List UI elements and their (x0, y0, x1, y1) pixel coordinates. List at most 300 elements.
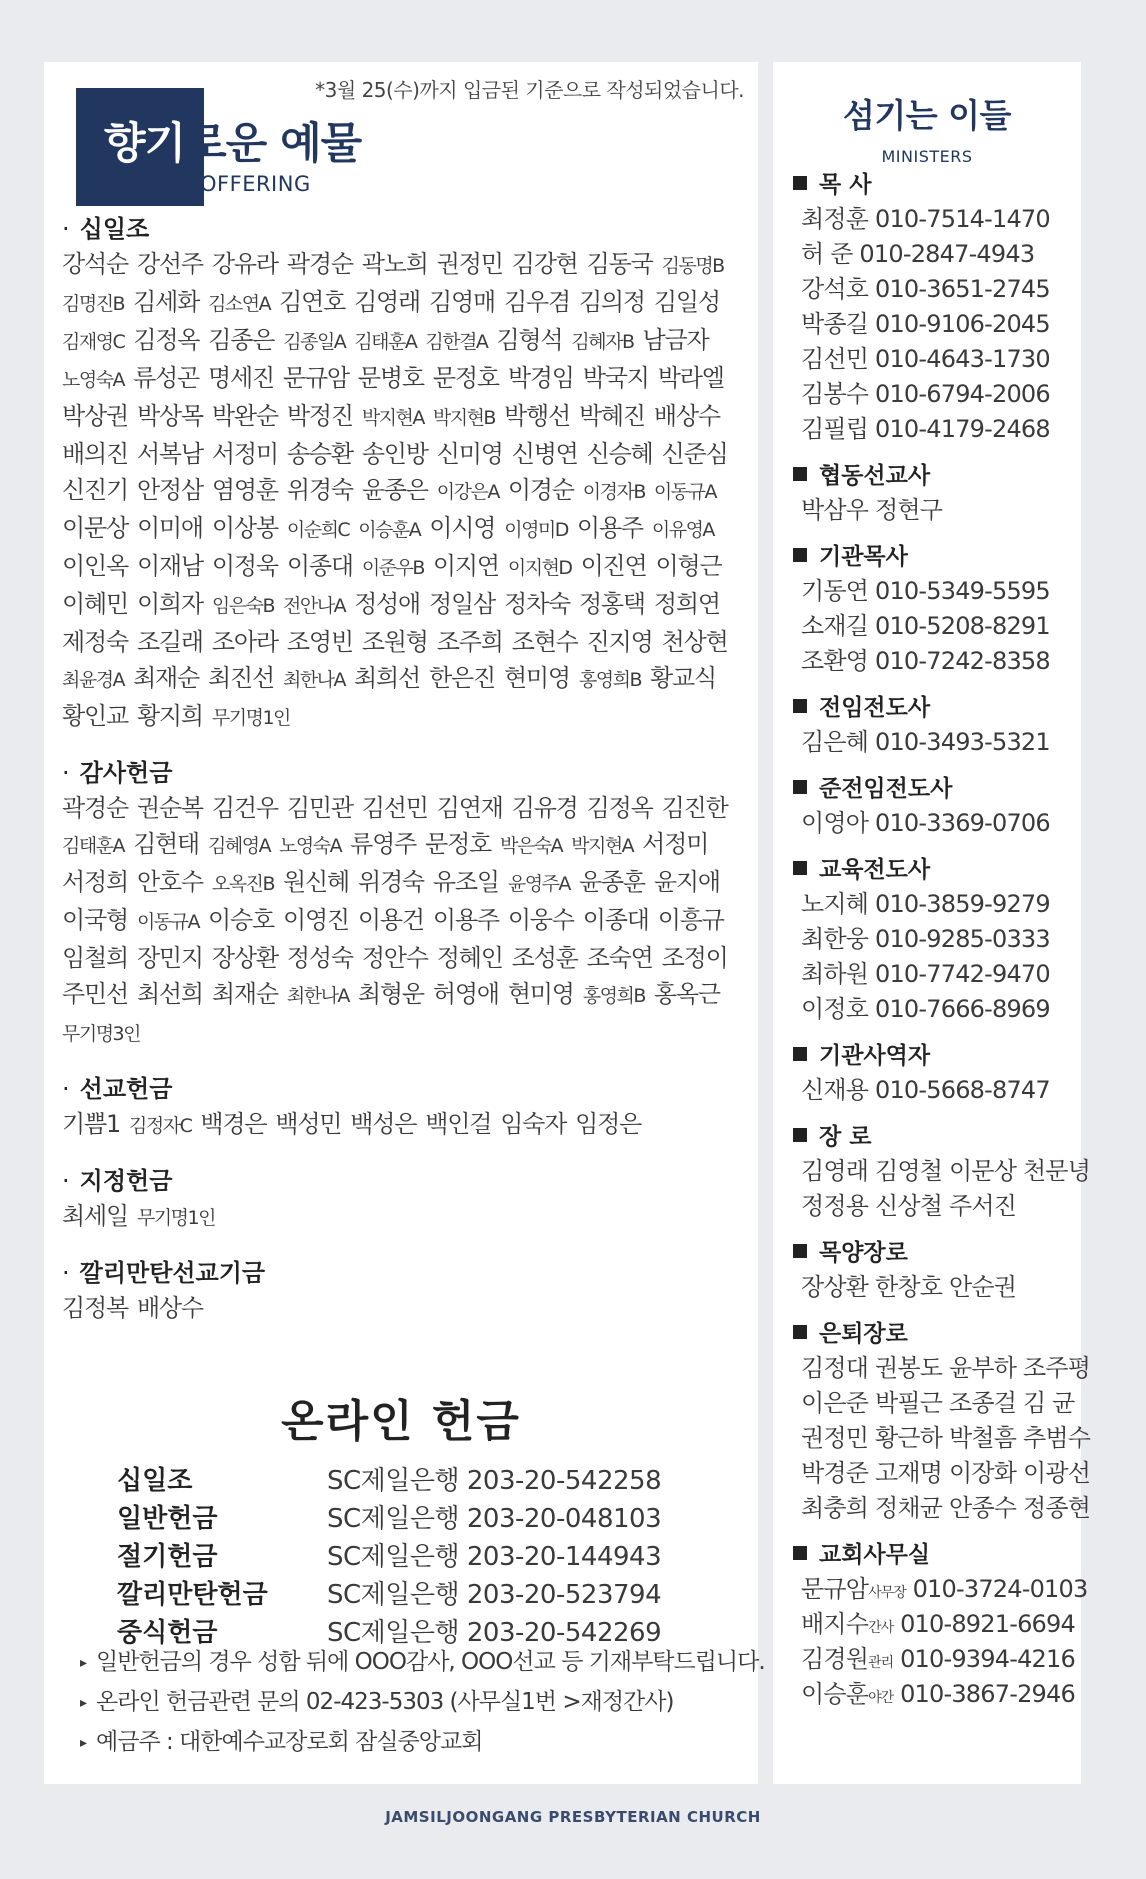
donor-name: 정차숙 (503, 590, 570, 618)
donor-name: 남금자 (642, 326, 709, 354)
donor-name: 김한결A (425, 331, 488, 353)
donor-name: 김우겸 (503, 288, 570, 316)
donor-name: 김강현 (511, 250, 578, 278)
donor-name: 박혜진 (578, 402, 645, 430)
donor-name: 이용주 (576, 514, 643, 542)
account-label: 일반헌금 (117, 1504, 218, 1534)
donor-name: 조성훈 (511, 944, 578, 972)
minister-line: 최충희 정채균 안종수 정종현 (801, 1494, 1091, 1522)
donor-name: 진지영 (586, 628, 653, 656)
ministers-subtitle: MINISTERS (881, 147, 973, 166)
donor-name: 안정삼 (136, 476, 203, 504)
online-note (80, 1642, 765, 1682)
donor-name: 곽노희 (361, 250, 428, 278)
minister-line: 이은준 박필근 조종걸 김 균 (801, 1389, 1075, 1417)
donor-name: 강석순 (62, 250, 128, 278)
donor-name: 김정옥 (586, 794, 653, 822)
donor-name: 백성민 (275, 1110, 342, 1138)
donor-name: 원신혜 (283, 868, 349, 896)
office-staff-line (793, 1677, 1073, 1712)
offering-logo (76, 88, 362, 206)
donor-name: 이준우B (361, 557, 424, 579)
donor-name: 송인방 (361, 440, 428, 468)
account-row (117, 1576, 737, 1614)
bullet-dot: · (62, 759, 70, 787)
minister-line: 김선민 010-4643-1730 (801, 345, 1050, 373)
group-title-text: 기관사역자 (819, 1043, 931, 1069)
account-number: SC제일은행 203-20-144943 (327, 1542, 662, 1572)
office-staff-line (793, 1607, 1073, 1642)
square-bullet-icon (793, 780, 807, 794)
square-bullet-icon (793, 176, 807, 190)
donor-name: 김정옥 (133, 326, 200, 354)
donor-name: 송승환 (286, 440, 353, 468)
minister-line: 김영래 김영철 이문상 천문녕 (801, 1157, 1091, 1185)
donor-name: 김세화 (133, 288, 200, 316)
donor-name: 문병호 (357, 364, 424, 392)
donor-name: 김동명B (661, 255, 724, 277)
arrow-icon: ▸ (80, 1734, 87, 1751)
group-title-text: 목 사 (819, 172, 872, 198)
donor-name: 김명진B (62, 293, 125, 315)
donor-name: 이시영 (429, 514, 496, 542)
staff-name: 배지수 (801, 1610, 869, 1638)
donor-name: 최한나A (282, 669, 346, 691)
ministers-title: 섬기는 이들 (843, 96, 1011, 135)
church-footer: JAMSILJOONGANG PRESBYTERIAN CHURCH (385, 1808, 761, 1826)
donor-name: 최재순 (211, 980, 278, 1008)
group-title-text: 은퇴장로 (819, 1321, 908, 1347)
offering-panel (44, 62, 765, 1784)
name-list (62, 1106, 752, 1144)
donor-name: 김유경 (511, 794, 578, 822)
minister-group-title (793, 459, 1073, 493)
minister-line: 최하원 010-7742-9470 (801, 960, 1050, 988)
name-list (62, 246, 752, 736)
arrow-icon: ▸ (80, 1654, 87, 1671)
donor-name: 류성곤 (133, 364, 200, 392)
name-list (62, 1290, 752, 1326)
online-offering-title: 온라인 헌금 (281, 1396, 521, 1447)
donor-name: 서복남 (136, 440, 203, 468)
section-title (62, 1072, 752, 1106)
section-title-text: 깔리만탄선교기금 (79, 1259, 266, 1287)
donor-name: 이용건 (357, 906, 424, 934)
minister-line: 기동연 010-5349-5595 (801, 577, 1050, 605)
donor-name: 박라엘 (657, 364, 724, 392)
donor-name: 이용주 (432, 906, 499, 934)
account-row (117, 1538, 737, 1576)
donor-name: 이승호 (208, 906, 274, 934)
donor-name: 최세일 (62, 1202, 128, 1230)
donor-name: 홍옥근 (653, 980, 720, 1008)
ministers-header (773, 90, 1081, 166)
donor-name: 곽경순 (62, 794, 128, 822)
section-title (62, 756, 752, 790)
donor-name: 임정은 (575, 1110, 642, 1138)
minister-group-title (793, 1317, 1073, 1351)
donor-name: 이승훈A (358, 519, 421, 541)
square-bullet-icon (793, 1128, 807, 1142)
donor-name: 김종일A (283, 331, 346, 353)
donor-name: 조아라 (211, 628, 278, 656)
donor-name: 박국지 (582, 364, 649, 392)
donor-name: 곽경순 (286, 250, 353, 278)
minister-line: 박경준 고재명 이장화 이광선 (801, 1459, 1091, 1487)
donor-name: 박상목 (136, 402, 203, 430)
donor-name: 현미영 (507, 980, 574, 1008)
donor-name: 박지현B (432, 407, 495, 429)
staff-role: 사무장 (868, 1585, 906, 1601)
account-label: 깔리만탄헌금 (117, 1580, 268, 1610)
section-title (62, 1256, 752, 1290)
donor-name: 김현태 (133, 830, 200, 858)
donor-name: 이진연 (580, 552, 647, 580)
bullet-dot: · (62, 1167, 70, 1195)
account-row (117, 1500, 737, 1538)
account-row (117, 1462, 737, 1500)
bullet-dot: · (62, 1259, 70, 1287)
section-title-text: 감사헌금 (79, 759, 173, 787)
group-title-text: 교육전도사 (819, 857, 931, 883)
staff-phone: 010-3867-2946 (900, 1680, 1075, 1708)
donor-name: 김민관 (286, 794, 353, 822)
donor-name: 임은숙B (211, 595, 275, 617)
minister-line: 김필립 010-4179-2468 (801, 415, 1050, 443)
donor-name: 노영숙A (279, 835, 342, 857)
donor-name: 안호수 (136, 868, 203, 896)
staff-name: 김경원 (801, 1645, 869, 1673)
minister-line: 허 준 010-2847-4943 (801, 240, 1035, 268)
donor-name: 이지현D (507, 557, 572, 579)
donor-name: 이종대 (286, 552, 353, 580)
donor-name: 김혜영A (208, 835, 271, 857)
donor-name: 조주희 (436, 628, 503, 656)
group-title-text: 교회사무실 (819, 1542, 931, 1568)
donor-name: 박정진 (286, 402, 353, 430)
donor-name: 배상수 (136, 1294, 203, 1322)
staff-name: 문규암 (801, 1575, 869, 1603)
donor-name: 김선민 (361, 794, 428, 822)
donor-name: 정희연 (653, 590, 720, 618)
square-bullet-icon (793, 1325, 807, 1339)
donor-name: 조숙연 (586, 944, 653, 972)
donor-name: 신준심 (661, 440, 728, 468)
donor-name: 노영숙A (62, 369, 125, 391)
staff-phone: 010-3724-0103 (912, 1575, 1088, 1603)
section-title-text: 지정헌금 (79, 1167, 173, 1195)
donor-name: 김연재 (436, 794, 503, 822)
donor-name: 박완순 (211, 402, 278, 430)
donor-name: 백성은 (350, 1110, 417, 1138)
minister-line: 박종길 010-9106-2045 (801, 310, 1050, 338)
minister-line: 신재용 010-5668-8747 (801, 1076, 1050, 1104)
online-note-text: 온라인 헌금관련 문의 02-423-5303 (사무실1번 >재정간사) (96, 1689, 674, 1715)
donor-name: 윤지애 (653, 868, 720, 896)
donor-name: 강유라 (211, 250, 278, 278)
donor-name: 김영래 (354, 288, 421, 316)
group-title-text: 목양장로 (819, 1240, 908, 1266)
donor-name: 무기명3인 (62, 1023, 141, 1045)
donor-name: 배상수 (653, 402, 720, 430)
donor-name: 염영훈 (211, 476, 278, 504)
donor-name: 정일삼 (429, 590, 495, 618)
online-note (80, 1722, 740, 1762)
donor-name: 최희선 (354, 664, 420, 692)
donor-name: 김종은 (208, 326, 275, 354)
minister-line: 김은혜 010-3493-5321 (801, 728, 1050, 756)
donor-name: 최한나A (286, 985, 349, 1007)
donor-name: 윤종은 (361, 476, 428, 504)
office-staff-line (793, 1572, 1088, 1607)
minister-line: 이영아 010-3369-0706 (801, 809, 1050, 837)
donor-name: 최재순 (133, 664, 200, 692)
donor-name: 이문상 (62, 514, 128, 542)
donor-name: 이미애 (136, 514, 203, 542)
account-label: 십일조 (117, 1466, 193, 1496)
donor-name: 이경자B (582, 481, 645, 503)
donor-name: 김재영C (62, 331, 125, 353)
donor-name: 이동규A (136, 911, 200, 933)
account-number: SC제일은행 203-20-542269 (327, 1618, 662, 1648)
donor-name: 유조일 (432, 868, 499, 896)
ministers-list (793, 168, 1091, 1712)
account-number: SC제일은행 203-20-523794 (327, 1580, 662, 1610)
donor-name: 임철희 (62, 944, 128, 972)
donor-name: 류영주 (350, 830, 417, 858)
donor-name: 김진한 (661, 794, 728, 822)
online-notes (80, 1642, 765, 1762)
donor-name: 문규암 (282, 364, 349, 392)
donor-name: 김연호 (279, 288, 346, 316)
donor-name: 조길래 (136, 628, 203, 656)
square-bullet-icon (793, 1244, 807, 1258)
donor-name: 명세진 (208, 364, 274, 392)
donor-name: 문정호 (432, 364, 499, 392)
donor-name: 강선주 (136, 250, 203, 278)
donor-name: 황인교 (62, 702, 128, 730)
name-list (62, 790, 752, 1052)
donor-name: 이종대 (582, 906, 649, 934)
donor-name: 무기명1인 (211, 707, 290, 729)
minister-group-title (793, 1538, 1073, 1572)
account-number: SC제일은행 203-20-048103 (327, 1504, 662, 1534)
donor-name: 위경숙 (357, 868, 424, 896)
donor-name: 권정민 (436, 250, 503, 278)
online-note-text: 예금주 : 대한예수교장로회 잠실중앙교회 (96, 1729, 483, 1755)
online-note-text: 일반헌금의 경우 성함 뒤에 OOO감사, OOO선교 등 기재부탁드립니다. (96, 1649, 765, 1675)
minister-line: 최정훈 010-7514-1470 (801, 205, 1050, 233)
group-title-text: 장 로 (819, 1124, 872, 1150)
minister-group-title (793, 540, 1073, 574)
donor-name: 박경임 (507, 364, 574, 392)
minister-group-title (793, 772, 1073, 806)
staff-role: 야간 (868, 1690, 894, 1706)
group-title-text: 협동선교사 (819, 463, 931, 489)
staff-phone: 010-9394-4216 (900, 1645, 1075, 1673)
donor-name: 제정숙 (62, 628, 128, 656)
donor-name: 김태훈A (62, 835, 125, 857)
ministers-panel (773, 62, 1091, 1784)
donor-name: 문정호 (425, 830, 492, 858)
notice-text: *3월 25(수)까지 입금된 기준으로 작성되었습니다. (315, 78, 744, 102)
staff-role: 관리 (868, 1655, 894, 1671)
donor-name: 신미영 (436, 440, 503, 468)
donor-name: 김동국 (586, 250, 653, 278)
donor-name: 이영진 (282, 906, 349, 934)
minister-line: 권정민 황근하 박철흠 추범수 (801, 1424, 1091, 1452)
account-list (117, 1462, 737, 1652)
account-label: 중식헌금 (117, 1618, 218, 1648)
donor-name: 김영매 (429, 288, 495, 316)
name-list (62, 1198, 752, 1236)
donor-name: 김건우 (211, 794, 278, 822)
donor-name: 이영미D (504, 519, 568, 541)
square-bullet-icon (793, 1047, 807, 1061)
donor-name: 김혜자B (571, 331, 634, 353)
donor-name: 정안수 (361, 944, 428, 972)
donor-name: 이순희C (286, 519, 350, 541)
donor-name: 정성애 (354, 590, 421, 618)
donor-name: 이강은A (436, 481, 499, 503)
donor-name: 김일성 (653, 288, 720, 316)
group-title-text: 기관목사 (819, 544, 908, 570)
donor-name: 오옥진B (211, 873, 275, 895)
donor-name: 최형운 (357, 980, 424, 1008)
donor-name: 백경은 (200, 1110, 267, 1138)
donor-name: 황교식 (650, 664, 716, 692)
minister-line: 장상환 한창호 안순권 (801, 1273, 1017, 1301)
donor-name: 기쁨1 (62, 1110, 121, 1138)
donor-name: 주민선 (62, 980, 128, 1008)
donor-name: 무기명1인 (136, 1207, 215, 1229)
donor-name: 신진기 (62, 476, 128, 504)
donor-name: 이재남 (136, 552, 203, 580)
staff-role: 간사 (868, 1620, 894, 1636)
donor-name: 임숙자 (500, 1110, 567, 1138)
minister-line: 이정호 010-7666-8969 (801, 995, 1050, 1023)
donor-name: 김의정 (578, 288, 645, 316)
donor-name: 허영애 (432, 980, 499, 1008)
donor-name: 이희자 (136, 590, 203, 618)
donor-name: 이정욱 (211, 552, 278, 580)
account-number: SC제일은행 203-20-542258 (327, 1466, 662, 1496)
donor-name: 신병연 (511, 440, 578, 468)
donor-name: 백인걸 (425, 1110, 492, 1138)
minister-group-title (793, 853, 1073, 887)
donor-name: 최선희 (136, 980, 203, 1008)
minister-line: 박삼우 정현구 (801, 496, 943, 524)
donor-name: 이지연 (432, 552, 499, 580)
minister-group-title (793, 691, 1073, 725)
donor-name: 위경숙 (286, 476, 353, 504)
donor-name: 박은숙A (500, 835, 563, 857)
donor-name: 정홍택 (578, 590, 645, 618)
donor-name: 이국형 (62, 906, 128, 934)
office-staff-line (793, 1642, 1073, 1677)
donor-name: 김형석 (496, 326, 563, 354)
donor-name: 이인옥 (62, 552, 128, 580)
donor-name: 현미영 (503, 664, 570, 692)
donor-name: 박지현A (571, 835, 634, 857)
donor-name: 전안나A (283, 595, 346, 617)
donor-name: 김소연A (208, 293, 271, 315)
minister-line: 노지혜 010-3859-9279 (801, 890, 1050, 918)
offering-title: 향기로운 예물 (104, 119, 362, 169)
donor-name: 신승혜 (586, 440, 653, 468)
section-title-text: 선교헌금 (79, 1075, 173, 1103)
donor-name: 한은진 (428, 664, 495, 692)
minister-line: 소재길 010-5208-8291 (801, 612, 1050, 640)
donor-name: 서정미 (211, 440, 278, 468)
donor-name: 이형근 (655, 552, 722, 580)
donor-name: 조현수 (511, 628, 578, 656)
donor-name: 조영빈 (286, 628, 353, 656)
donor-name: 배의진 (62, 440, 128, 468)
donor-name: 윤종훈 (578, 868, 645, 896)
donor-name: 김정자C (129, 1115, 192, 1137)
donor-name: 박지현A (361, 407, 424, 429)
donor-name: 이혜민 (62, 590, 128, 618)
donor-name: 최윤경A (62, 669, 125, 691)
section-title (62, 1164, 752, 1198)
arrow-icon: ▸ (80, 1694, 87, 1711)
square-bullet-icon (793, 1546, 807, 1560)
donor-name: 정혜인 (436, 944, 503, 972)
donor-name: 조정이 (661, 944, 728, 972)
donor-name: 홍영희B (578, 669, 641, 691)
offering-title-en: OFFERING (200, 172, 311, 196)
donor-name: 이동규A (653, 481, 716, 503)
section-title-text: 십일조 (79, 215, 150, 243)
square-bullet-icon (793, 467, 807, 481)
square-bullet-icon (793, 699, 807, 713)
donor-name: 홍영희B (582, 985, 645, 1007)
donor-name: 장상환 (211, 944, 278, 972)
minister-line: 김봉수 010-6794-2006 (801, 380, 1050, 408)
donor-name: 이흥규 (657, 906, 724, 934)
online-note (80, 1682, 740, 1722)
donor-name: 조원형 (361, 628, 428, 656)
donor-name: 박상권 (62, 402, 128, 430)
minister-group-title (793, 168, 1073, 202)
donor-name: 서정미 (642, 830, 709, 858)
donor-name: 이유영A (651, 519, 714, 541)
bullet-dot: · (62, 215, 70, 243)
account-label: 절기헌금 (117, 1542, 218, 1572)
donor-name: 황지희 (136, 702, 203, 730)
donor-name: 박행선 (503, 402, 570, 430)
donor-name: 이경순 (507, 476, 574, 504)
donor-name: 최진선 (208, 664, 274, 692)
donor-name: 서정희 (62, 868, 128, 896)
square-bullet-icon (793, 548, 807, 562)
group-title-text: 준전임전도사 (819, 776, 953, 802)
donor-name: 장민지 (136, 944, 203, 972)
minister-group-title (793, 1236, 1073, 1270)
donor-name: 권순복 (136, 794, 203, 822)
staff-phone: 010-8921-6694 (900, 1610, 1075, 1638)
minister-line: 정정용 신상철 주서진 (801, 1192, 1017, 1220)
section-title (62, 212, 752, 246)
donor-name: 정성숙 (286, 944, 353, 972)
minister-line: 조환영 010-7242-8358 (801, 647, 1050, 675)
square-bullet-icon (793, 861, 807, 875)
donor-name: 이상봉 (211, 514, 278, 542)
group-title-text: 전임전도사 (819, 695, 931, 721)
donor-name: 천상현 (661, 628, 728, 656)
donor-name: 이웅수 (507, 906, 574, 934)
